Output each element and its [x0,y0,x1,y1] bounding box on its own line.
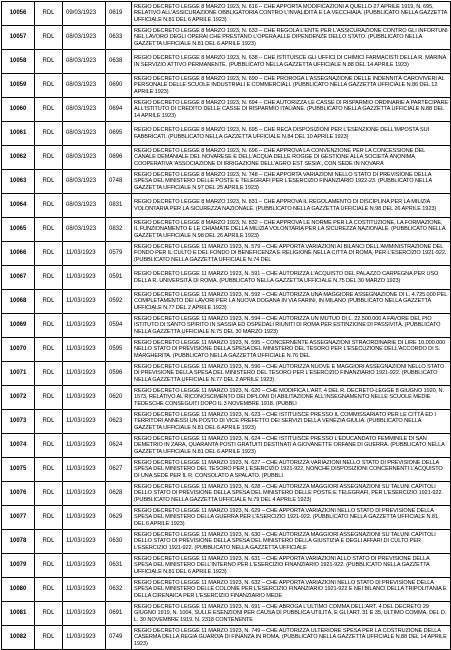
decree-number: 10080 [2,578,35,602]
decree-number: 10057 [2,26,35,50]
decree-type: RDL [35,2,63,26]
decree-code: 0619 [106,2,132,26]
decree-date: 11/03/1923 [63,290,106,314]
table-row [2,338,451,362]
decree-date: 11/03/1923 [63,602,106,626]
decree-code: 0596 [106,362,132,386]
decree-date: 11/03/1923 [63,458,106,482]
decree-date: 08/03/1923 [63,74,106,98]
decree-number: 10060 [2,98,35,122]
decree-number: 10075 [2,458,35,482]
decree-description: REGIO DECRETO LEGGE 11 MARZO 1923, N. 691 – CHE ABROGA L'ULTIMO COMMA DELL'ART. 4 DEL DECRETO 29 GIUGNO 1919, N. 1004, SULLE ESENZIONI PER CAUSA DI PUBBLICA UTILITÀ, E GLI ART. 31 E 35, ULTIMO COMMA, DEL D. L. 30 NOVEMBRE 1919, N. 2318 CONTENENTE [132,602,451,626]
decree-date: 11/03/1923 [63,482,106,506]
decree-date: 08/03/1923 [63,170,106,194]
decree-description: REGIO DECRETO LEGGE 11 MARZO 1923, N. 749 – CHE AUTORIZZA ULTERIORE SPESA PER LA COSTRUZIONE DELLA CASERMA DELLA REGIA GUARDIA DI FINANZA IN ROMA. (PUBBLICATO NELLA GAZZETTA UFFICIALE N.88 DEL 14 APRILE 1923) [132,626,451,650]
decree-description: REGIO DECRETO LEGGE 8 MARZO 1923, N. 638 – CHE ISTITUISCE GLI UFFICI DI CHIMICI FARMACISTI DELLA R. MARINA IN SERVIZIO ATTIVO PERMANENTE. (PUBBLICATO NELLA GAZZETTA UFFICIALE N.88 DEL 14 APRILE 1923) [132,50,451,74]
decree-number: 10078 [2,530,35,554]
decree-description: REGIO DECRETO LEGGE 11 MARZO 1923, N. 630 – CHE AUTORIZZA MAGGIORI ASSEGNAZIONI SU TALUNI CAPITOLI DELLO STATO DI PREVISIONE DELLA SPESA DEL MINISTERO DELLA GIUSTIZIA E DEGLI AFFARI DI CULTO PER L'ESERCIZIO 1921-922. (PUBBLICATO NELLA GAZZETTA UFFICIALE [132,530,451,554]
table-row [2,122,451,146]
decree-description: REGIO DECRETO LEGGE 11 MARZO 1923, N. 591 – CHE AUTORIZZA L'ACQUISTO DEL PALAZZO CARPEGNA PER USO DELLA R. UNIVERSITÀ DI ROMA. (PUBBLICATO NELLA GAZZETTA UFFICIALE N.75 DEL 30 MARZO 1923) [132,266,451,290]
decree-number: 10058 [2,50,35,74]
table-row [2,506,451,530]
decree-description: REGIO DECRETO LEGGE 11 MARZO 1923, N. 620 – CHE MODIFICA L'ART. 4 DEL R. DECRETO-LEGGE 8 GIUGNO 1920, N. 1573, RELATIVO AL RICONOSCIMENTO DEI DIPLOMI DI ABILITAZIONE ALL'INSEGNAMENTO NELLE SCUOLE MEDIE TEDESCHE CONSEGUITI DOPO IL 3 NOVEMBRE 1918. (PUBBLI [132,386,451,410]
table-row [2,458,451,482]
table-row [2,26,451,50]
decree-code: 0832 [106,218,132,242]
decree-date: 09/03/1923 [63,2,106,26]
decree-number: 10067 [2,266,35,290]
decree-description: REGIO DECRETO LEGGE 11 MARZO 1923, N. 594 – CHE AUTORIZZA UN MUTUO DI L. 22.500.000 A FAVORE DEL PIO ISTITUTO DI SANTO SPIRITO IN SASSIA ED OSPEDALI RIUNITI DI ROMA PER ESTINZIONE DI PASSIVITÀ. (PUBBLICATO NELLA GAZZETTA UFFICIALE N.75 DEL 30 MARZO 1923) [132,314,451,338]
decree-number: 10063 [2,170,35,194]
decree-date: 08/03/1923 [63,146,106,170]
decree-type: RDL [35,50,63,74]
decree-number: 10082 [2,626,35,650]
decree-number: 10068 [2,290,35,314]
decree-number: 10065 [2,218,35,242]
decree-date: 11/03/1923 [63,578,106,602]
table-row [2,74,451,98]
decree-type: RDL [35,506,63,530]
decree-type: RDL [35,386,63,410]
decree-date: 11/03/1923 [63,314,106,338]
table-row [2,434,451,458]
decree-code: 0690 [106,74,132,98]
decree-code: 0633 [106,26,132,50]
decree-code: 0696 [106,146,132,170]
decree-code: 0748 [106,170,132,194]
decree-type: RDL [35,170,63,194]
decree-number: 10079 [2,554,35,578]
decree-number: 10061 [2,122,35,146]
decree-date: 11/03/1923 [63,554,106,578]
decree-number: 10059 [2,74,35,98]
decree-date: 08/03/1923 [63,218,106,242]
decree-type: RDL [35,242,63,266]
decree-date: 08/03/1923 [63,50,106,74]
decree-code: 0631 [106,554,132,578]
decree-code: 0632 [106,578,132,602]
decree-code: 0595 [106,338,132,362]
decree-code: 0694 [106,98,132,122]
decree-number: 10076 [2,482,35,506]
decree-description: REGIO DECRETO LEGGE 11 MARZO 1923, N. 627 – CHE AUTORIZZA VARIAZIONI NELLO STATO DI PREVISIONE DELLA SPESA DEL MINISTERO DEL TESORO PER L'ESERCIZIO 1921-922, NONCHÉ DISPOSIZIONI CONCERNENTI L'ACQUISTO DI UNA SEDE PER IL R. CONSOLATO A SPALATO. (PUBBLI [132,458,451,482]
table-row [2,170,451,194]
decree-code: 0691 [106,602,132,626]
decree-description: REGIO DECRETO LEGGE 11 MARZO 1923, N. 592 – CHE AUTORIZZA UNA MAGGIORE ASSEGNAZIONE DI L. 4.725.000 PEL COMPLETAMENTO DEI LAVORI PER LA NUOVA DOGANA IN VIA FARINI, IN MILANO (PUBBLICATO NELLA GAZZETTA UFFICIALE N.77 DEL 2 APRILE 1923) [132,290,451,314]
decree-type: RDL [35,74,63,98]
decree-description: REGIO DECRETO LEGGE 8 MARZO 1923, N. 694 – CHE AUTORIZZA LE CASSE DI RISPARMIO ORDINARIE A PARTECIPARE ALL'ISTITUTO DI CREDITO DELLE CASSE DI RISPARMIO ITALIANE. (PUBBLICATO NELLA GAZZETTA UFFICIALE N.88 DEL 14 APRILE 1923) [132,98,451,122]
decree-date: 11/03/1923 [63,338,106,362]
decree-code: 0628 [106,482,132,506]
decree-date: 11/03/1923 [63,410,106,434]
decree-type: RDL [35,554,63,578]
decree-code: 0629 [106,506,132,530]
decree-date: 08/03/1923 [63,98,106,122]
decree-type: RDL [35,338,63,362]
decree-type: RDL [35,530,63,554]
decree-code: 0749 [106,626,132,650]
decree-description: REGIO DECRETO LEGGE 11 MARZO 1923, N. 596 – CHE AUTORIZZA NUOVE E MAGGIORI ASSEGNAZIONI NELLO STATO DI PREVISIONE DELLA SPESA DEL MINISTERO DEL TESORO PER L'ESERCIZIO FINANZIARIO 1921-922. (PUBBLICATO NELLA GAZZETTA UFFICIALE N.77 DEL 2 APRILE 1923) [132,362,451,386]
decree-code: 0627 [106,458,132,482]
decree-description: REGIO DECRETO LEGGE 8 MARZO 1923, N. 832 – CHE APPROVA LE NORME PER LA COSTITUZIONE, LA FORMAZIONE, IL FUNZIONAMENTO E LE CHIAMATE DELLA MILIZIA VOLONTARIA PER LA SICUREZZA NAZIONALE. (PUBBLICATO NELLA GAZZETTA UFFICIALE N.98 DEL 26 APRILE 1923) [132,218,451,242]
decree-type: RDL [35,98,63,122]
decree-description: REGIO DECRETO LEGGE 11 MARZO 1923, N. 623 – CHE ISTITUISCE PRESSO IL COMMISSARIATO PER LE CITTÀ ED I TERRITORI ANNESSI UN POSTO DI VICE PREFETTO DEI SERVIZI DELLA VENEZIA GIULIA. (PUBBLICATO NELLA GAZZETTA UFFICIALE N.81 DEL 6 APRILE 1923) [132,410,451,434]
decree-number: 10081 [2,602,35,626]
table-row [2,218,451,242]
decree-code: 0579 [106,242,132,266]
decree-date: 11/03/1923 [63,362,106,386]
decree-type: RDL [35,194,63,218]
table-row [2,482,451,506]
decree-date: 11/03/1923 [63,530,106,554]
decree-number: 10064 [2,194,35,218]
table-row [2,602,451,626]
decree-description: REGIO DECRETO LEGGE 8 MARZO 1923, N. 690 – CHE PROROGA L'ASSEGNAZIONE DELLE INDENNITÀ CAROVIVERI AL PERSONALE DELLE SCUOLE INDUSTRIALI E COMMERCIALI. (PUBBLICATO NELLA GAZZETTA UFFICIALE N.86 DEL 12 APRILE 1923) [132,74,451,98]
decree-date: 08/03/1923 [63,194,106,218]
decree-code: 0630 [106,530,132,554]
decree-date: 08/03/1923 [63,26,106,50]
decree-type: RDL [35,314,63,338]
decree-description: REGIO DECRETO LEGGE 11 MARZO 1923, N. 624 – CHE ISTITUISCE PRESSO L'EDUCANDATO FEMMINILE DI SAN DEMETRIO IN ZARA, QUARANTA POSTI GRATUITI DESTINATI A GIOVANETTE ORFANE DI GUERRA. (PUBBLICATO NELLA GAZZETTA UFFICIALE N.81 DEL 6 APRILE 1923) [132,434,451,458]
decree-type: RDL [35,266,63,290]
decree-description: REGIO DECRETO LEGGE 11 MARZO 1923, N. 628 – CHE AUTORIZZA MAGGIORI ASSEGNAZIONI SU TALUNI CAPITOLI DELLO STATO DI PREVISIONE DELLA SPESA DEL MINISTERO DELLE POSTE E TELEGRAFI, PER L'ESERCIZIO 1921-922. (PUBBLICATO NELLA GAZZETTA UFFICIALE N.79 DEL 4 APRILE 1923) [132,482,451,506]
decree-code: 0695 [106,122,132,146]
table-row [2,410,451,434]
decree-number: 10074 [2,434,35,458]
decree-description: REGIO DECRETO LEGGE 11 MARZO 1923, N. 632 – CHE APPORTA VARIAZIONI NELLO STATO DI PREVISIONE DELLA SPESA DEL MINISTERO DELLE COLONIE PER L'ESERCIZIO FINANZIARIO 1921-922 E NEI BILANCI DELLA TRIPOLITANIA E DELLA CIRENAICA PER L'ESERCIZIO FINANZIARIO MEDE [132,578,451,602]
table-row [2,314,451,338]
decree-code: 0831 [106,194,132,218]
decree-number: 10073 [2,410,35,434]
decree-type: RDL [35,434,63,458]
table-row [2,266,451,290]
decree-type: RDL [35,26,63,50]
decree-type: RDL [35,602,63,626]
decree-type: RDL [35,146,63,170]
decree-date: 11/03/1923 [63,506,106,530]
decree-number: 10070 [2,338,35,362]
decree-code: 0592 [106,290,132,314]
decree-code: 0624 [106,434,132,458]
decree-type: RDL [35,122,63,146]
table-row [2,194,451,218]
table-row [2,578,451,602]
decree-description: REGIO DECRETO LEGGE 8 MARZO 1923, N. 748 – CHE APPORTA VARIAZIONI NELLO STATO DI PREVISIONE DELLA SPESA DEL MINISTERO DELLE POSTE E TELEGRAFI PER L'ESERCIZIO FINANZIARIO 1922-23. (PUBBLICATO NELLA GAZZETTA UFFICIALE N.97 DEL 25 APRILE 1923) [132,170,451,194]
table-row [2,290,451,314]
table-row [2,626,451,650]
decree-description: REGIO DECRETO LEGGE 8 MARZO 1923, N. 696 – CHE APPROVA LA CONVENZIONE PER LA CONCESSIONE DEL CANALE DEMANIALE DEL NOVARESE E DELL'ACQUA DELLE ROGGE DI GESTIONE ALLA SOCIETÀ ANONIMA COOPERATIVA 'ASSOCIAZIONE DI IRRIGAZIONE DELL'AGRO EST SESIA', CON SEDE IN NOVARA [132,146,451,170]
decree-number: 10066 [2,242,35,266]
table-row [2,146,451,170]
table-row [2,386,451,410]
decree-description: REGIO DECRETO LEGGE 11 MARZO 1923, N. 631 – CHE APPORTA VARIAZIONI ALLO STATO DI PREVISIONE DELLA SPESA DEL MINISTERO DELL'INTERNO PER L'ESERCIZIO FINANZIARIO 1921-922. (PUBBLICATO NELLA GAZZETTA UFFICIALE N.81 DEL 6 APRILE 1923) [132,554,451,578]
decree-date: 11/03/1923 [63,266,106,290]
decree-date: 08/03/1923 [63,122,106,146]
decree-description: REGIO DECRETO LEGGE 11 MARZO 1923, N. 579 – CHE APPORTA VARIAZIONI AI BILANCI DELL'AMMINISTRAZIONE DEL FONDO PER IL CULTO E DEL FONDO DI BENEFICENZA E RELIGIONE NELLA CITTÀ DI ROMA, PER L'ESERCIZIO 1921-922. (PUBBLICATO NELLA GAZZETTA UFFICIALE N.74 DEL [132,242,451,266]
decree-description: REGIO DECRETO LEGGE 8 MARZO 1923, N. 695 – CHE RECA DISPOSIZIONI PER L'ESENZIONE DELL'IMPOSTA SUI FABBRICATI. (PUBBLICATO NELLA GAZZETTA UFFICIALE N.84 DEL 10 APRILE 1923) [132,122,451,146]
decree-table [1,1,451,650]
decree-type: RDL [35,410,63,434]
table-row [2,50,451,74]
table-row [2,362,451,386]
decree-type: RDL [35,626,63,650]
decree-description: REGIO DECRETO LEGGE 8 MARZO 1923, N. 633 – CHE REGOLA L'ENTE PER L'ASSICURAZIONE CONTRO GLI INFORTUNI NEL LAVORO DEGLI OPERAI CHE PRESTANO L'OPERA ALLE DIPENDENZE DELLO STATO. (PUBBLICATO NELLA GAZZETTA UFFICIALE N.81 DEL 6 APRILE 1923) [132,26,451,50]
table-row [2,530,451,554]
decree-code: 0594 [106,314,132,338]
decree-description: REGIO DECRETO LEGGE 8 MARZO 1923, N. 616 – CHE APPORTA MODIFICAZIONI A QUELLO 27 APRILE 1919, N. 695, RELATIVO ALL'ASSICURAZIONE OBBLIGATORIA CONTRO L'INVALIDITÀ E LA VECCHIAIA. (PUBBLICATO NELLA GAZZETTA UFFICIALE N.81 DEL 6 APRILE 1923) [132,2,451,26]
table-row [2,2,451,26]
decree-type: RDL [35,458,63,482]
decree-date: 11/03/1923 [63,386,106,410]
decree-type: RDL [35,290,63,314]
decree-description: REGIO DECRETO LEGGE 11 MARZO 1923, N. 595 – CONCERNENTE ASSEGNAZIONI STRAORDINARIE DI LIRE 10.000.000 NELLO STATO DI PREVISIONE DELLA SPESA DEL MINISTERO DEL TESORO PER L'ESECUZIONE DELL'ACCORDO DI S. MARGHERITA. (PUBBLICATO NELLA GAZZETTA UFFICIALE N.76 DEL [132,338,451,362]
decree-number: 10077 [2,506,35,530]
decree-type: RDL [35,362,63,386]
decree-code: 0638 [106,50,132,74]
decree-number: 10071 [2,362,35,386]
decree-number: 10069 [2,314,35,338]
table-row [2,98,451,122]
decree-code: 0620 [106,386,132,410]
decree-type: RDL [35,482,63,506]
decree-description: REGIO DECRETO LEGGE 11 MARZO 1923, N. 629 – CHE APPORTA VARIAZIONI NELLO STATO DI PREVISIONE DELLA SPESA DEL MINISTERO DELLA GUERRA PER L'ESERCIZIO 1921-922. (PUBBLICATO NELLA GAZZETTA UFFICIALE N.81 DEL 6 APRILE 1923) [132,506,451,530]
decree-number: 10072 [2,386,35,410]
table-row [2,242,451,266]
decree-number: 10056 [2,2,35,26]
decree-code: 0623 [106,410,132,434]
decree-code: 0591 [106,266,132,290]
decree-date: 11/03/1923 [63,434,106,458]
decree-date: 11/03/1923 [63,242,106,266]
decree-number: 10062 [2,146,35,170]
decree-date: 11/03/1923 [63,626,106,650]
decree-type: RDL [35,218,63,242]
decree-description: REGIO DECRETO LEGGE 8 MARZO 1923, N. 831 – CHE APPROVA IL REGOLAMENTO DI DISCIPLINA PER LA MILIZIA VOLONTARIA PER LA SICUREZZA NAZIONALE. (PUBBLICATO NELLA GAZZETTA UFFICIALE N.98 DEL 26 APRILE 1923) [132,194,451,218]
decree-type: RDL [35,578,63,602]
table-row [2,554,451,578]
